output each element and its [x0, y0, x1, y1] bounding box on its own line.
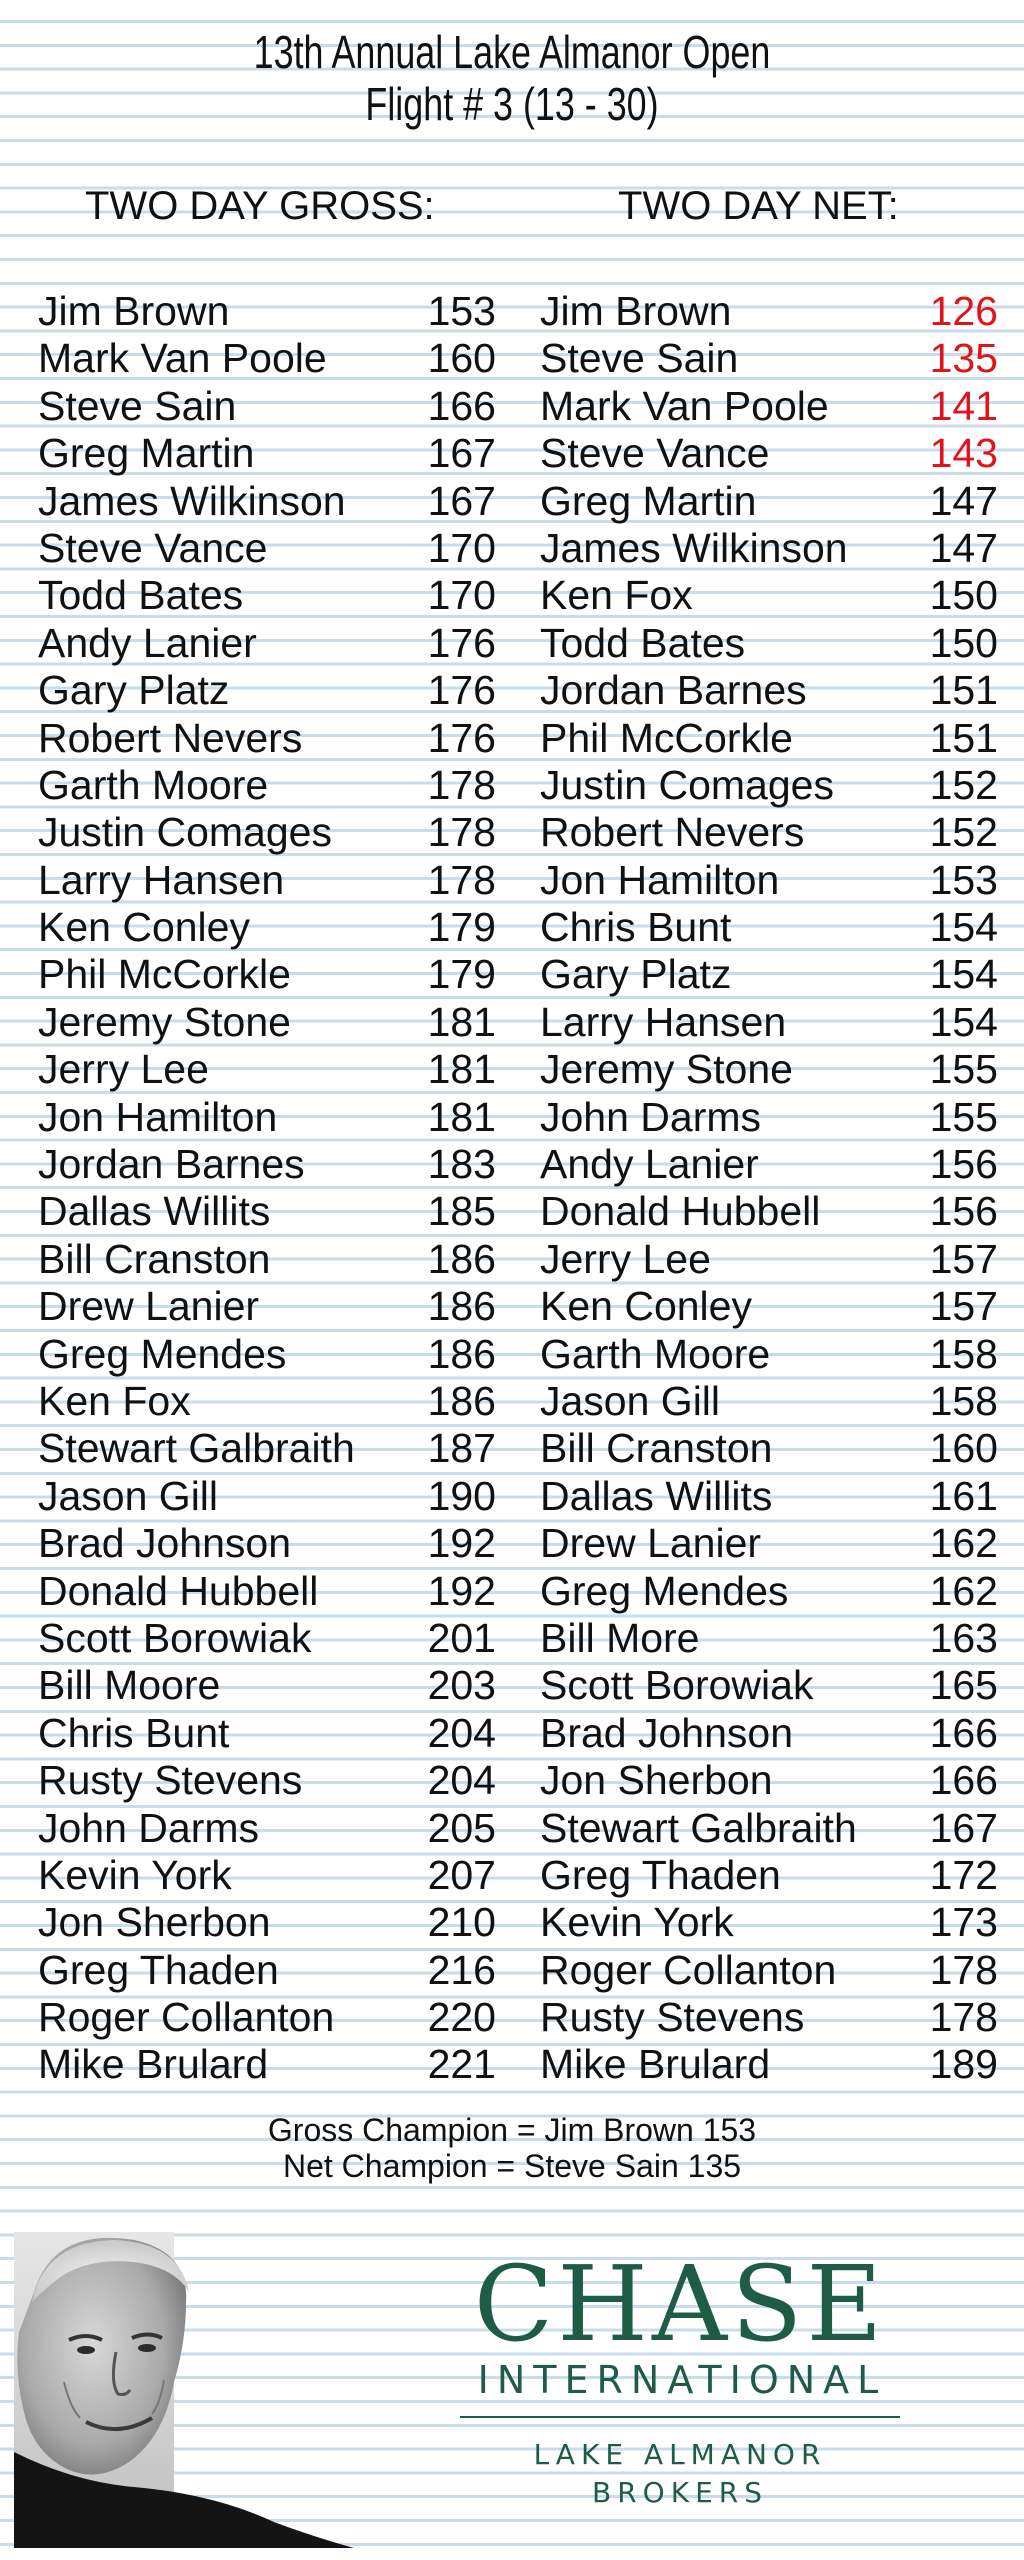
table-row	[0, 1141, 1024, 1188]
table-row	[0, 1378, 1024, 1425]
gross-score: 201	[427, 1614, 496, 1661]
gross-score: 221	[427, 2041, 496, 2088]
gross-player-name: Kevin York	[38, 1851, 232, 1898]
gross-score: 167	[427, 430, 496, 477]
gross-player-name: Todd Bates	[38, 572, 244, 619]
gross-score: 153	[427, 288, 496, 334]
gross-score: 170	[427, 572, 496, 619]
net-player-name: Chris Bunt	[540, 904, 732, 951]
net-player-name: Jason Gill	[540, 1377, 721, 1424]
net-score: 126	[929, 288, 998, 334]
table-row	[0, 335, 1024, 382]
net-champion-line: Net Champion = Steve Sain 135	[282, 2148, 742, 2184]
net-player-name: John Darms	[540, 1093, 762, 1140]
net-score: 150	[929, 572, 998, 619]
gross-player-name: Justin Comages	[38, 809, 332, 856]
gross-player-name: Brad Johnson	[38, 1520, 292, 1567]
gross-score: 176	[427, 667, 496, 714]
net-player-name: Jeremy Stone	[540, 1046, 793, 1093]
table-row	[0, 1994, 1024, 2041]
table-row	[0, 1473, 1024, 1520]
net-score: 150	[929, 619, 998, 666]
net-score: 151	[929, 667, 998, 714]
table-row	[0, 1425, 1024, 1472]
gross-player-name: James Wilkinson	[38, 477, 346, 524]
net-score: 165	[929, 1662, 998, 1709]
champions-block	[0, 2112, 1024, 2184]
net-score: 156	[929, 1141, 998, 1188]
net-score: 154	[929, 951, 998, 998]
net-player-name: Mark Van Poole	[540, 382, 829, 429]
net-score: 173	[929, 1899, 998, 1946]
gross-player-name: Jason Gill	[38, 1472, 219, 1519]
table-row	[0, 1568, 1024, 1615]
table-row	[0, 1094, 1024, 1141]
table-row	[0, 999, 1024, 1046]
net-score: 147	[929, 477, 998, 524]
gross-score: 210	[427, 1899, 496, 1946]
gross-player-name: Jim Brown	[38, 288, 230, 334]
net-player-name: James Wilkinson	[540, 524, 848, 571]
gross-score: 160	[427, 335, 496, 382]
gross-score: 203	[427, 1662, 496, 1709]
table-row	[0, 762, 1024, 809]
table-row	[0, 2041, 1024, 2088]
net-player-name: Jerry Lee	[540, 1235, 711, 1282]
gross-player-name: Phil McCorkle	[38, 951, 291, 998]
net-column-heading: TWO DAY NET:	[618, 184, 899, 228]
net-player-name: Greg Thaden	[540, 1851, 781, 1898]
net-score: 161	[929, 1472, 998, 1519]
net-score: 167	[929, 1804, 998, 1851]
gross-score: 181	[427, 1046, 496, 1093]
net-player-name: Mike Brulard	[540, 2041, 771, 2088]
table-row	[0, 809, 1024, 856]
net-player-name: Larry Hansen	[540, 998, 787, 1045]
gross-player-name: Jeremy Stone	[38, 998, 291, 1045]
net-score: 189	[929, 2041, 998, 2088]
gross-player-name: Mike Brulard	[38, 2041, 269, 2088]
logo-divider	[460, 2416, 900, 2418]
table-row	[0, 1757, 1024, 1804]
gross-player-name: Steve Vance	[38, 524, 268, 571]
net-score: 172	[929, 1851, 998, 1898]
net-player-name: Ken Conley	[540, 1283, 752, 1330]
net-score: 153	[929, 856, 998, 903]
gross-score: 166	[427, 382, 496, 429]
net-score: 162	[929, 1567, 998, 1614]
gross-player-name: Jerry Lee	[38, 1046, 209, 1093]
gross-player-name: Andy Lanier	[38, 619, 257, 666]
gross-score: 190	[427, 1472, 496, 1519]
net-player-name: Donald Hubbell	[540, 1188, 821, 1235]
net-player-name: Bill More	[540, 1614, 700, 1661]
gross-score: 176	[427, 714, 496, 761]
gross-player-name: Larry Hansen	[38, 856, 285, 903]
gross-player-name: Garth Moore	[38, 761, 269, 808]
gross-score: 204	[427, 1709, 496, 1756]
gross-column-heading: TWO DAY GROSS:	[85, 184, 435, 228]
table-row	[0, 1615, 1024, 1662]
gross-player-name: Scott Borowiak	[38, 1614, 312, 1661]
net-score: 152	[929, 809, 998, 856]
gross-score: 178	[427, 809, 496, 856]
table-row	[0, 430, 1024, 477]
gross-score: 192	[427, 1520, 496, 1567]
net-player-name: Robert Nevers	[540, 809, 805, 856]
net-score: 162	[929, 1520, 998, 1567]
net-score: 135	[929, 335, 998, 382]
table-row	[0, 1947, 1024, 1994]
net-score: 160	[929, 1425, 998, 1472]
gross-player-name: Greg Mendes	[38, 1330, 287, 1377]
gross-player-name: Greg Martin	[38, 430, 255, 477]
gross-score: 186	[427, 1235, 496, 1282]
net-score: 154	[929, 904, 998, 951]
gross-score: 170	[427, 524, 496, 571]
gross-player-name: Chris Bunt	[38, 1709, 230, 1756]
table-row	[0, 1520, 1024, 1567]
gross-score: 181	[427, 998, 496, 1045]
logo-lake-almanor: LAKE ALMANOR	[533, 2438, 827, 2471]
logo-international: INTERNATIONAL	[477, 2358, 887, 2402]
gross-score: 186	[427, 1283, 496, 1330]
net-score: 141	[929, 382, 998, 429]
gross-player-name: Ken Conley	[38, 904, 250, 951]
table-row	[0, 525, 1024, 572]
table-row	[0, 620, 1024, 667]
gross-player-name: Jordan Barnes	[38, 1141, 305, 1188]
gross-score: 186	[427, 1330, 496, 1377]
table-row	[0, 1805, 1024, 1852]
table-row	[0, 667, 1024, 714]
table-row	[0, 1852, 1024, 1899]
gross-score: 176	[427, 619, 496, 666]
flyer-title	[0, 26, 1024, 130]
net-player-name: Ken Fox	[540, 572, 693, 619]
net-player-name: Greg Mendes	[540, 1567, 789, 1614]
net-score: 157	[929, 1235, 998, 1282]
agent-portrait-photo	[14, 2232, 354, 2548]
gross-player-name: Mark Van Poole	[38, 335, 327, 382]
gross-player-name: Dallas Willits	[38, 1188, 271, 1235]
gross-player-name: Greg Thaden	[38, 1946, 279, 1993]
net-score: 151	[929, 714, 998, 761]
table-row	[0, 904, 1024, 951]
gross-player-name: Stewart Galbraith	[38, 1425, 355, 1472]
gross-player-name: Jon Hamilton	[38, 1093, 278, 1140]
net-score: 163	[929, 1614, 998, 1661]
table-row	[0, 288, 1024, 335]
gross-score: 183	[427, 1141, 496, 1188]
net-score: 178	[929, 1994, 998, 2041]
gross-score: 220	[427, 1994, 496, 2041]
net-player-name: Andy Lanier	[540, 1141, 759, 1188]
gross-player-name: Donald Hubbell	[38, 1567, 319, 1614]
logo-wordmark: CHASE	[473, 2243, 887, 2365]
tournament-title: 13th Annual Lake Almanor Open	[253, 26, 771, 78]
net-player-name: Jon Hamilton	[540, 856, 780, 903]
net-player-name: Bill Cranston	[540, 1425, 773, 1472]
gross-score: 205	[427, 1804, 496, 1851]
net-player-name: Drew Lanier	[540, 1520, 762, 1567]
gross-score: 178	[427, 761, 496, 808]
gross-player-name: Roger Collanton	[38, 1994, 335, 2041]
table-row	[0, 478, 1024, 525]
logo-brokers: BROKERS	[592, 2476, 768, 2509]
gross-player-name: Robert Nevers	[38, 714, 303, 761]
chase-international-logo	[440, 2243, 920, 2512]
gross-player-name: Gary Platz	[38, 667, 230, 714]
gross-player-name: Rusty Stevens	[38, 1757, 303, 1804]
table-row	[0, 1188, 1024, 1235]
gross-score: 181	[427, 1093, 496, 1140]
net-score: 157	[929, 1283, 998, 1330]
gross-player-name: Drew Lanier	[38, 1283, 260, 1330]
table-row	[0, 715, 1024, 762]
net-player-name: Garth Moore	[540, 1330, 771, 1377]
table-row	[0, 1046, 1024, 1093]
net-player-name: Rusty Stevens	[540, 1994, 805, 2041]
net-score: 156	[929, 1188, 998, 1235]
net-player-name: Dallas Willits	[540, 1472, 773, 1519]
table-row	[0, 1331, 1024, 1378]
gross-player-name: John Darms	[38, 1804, 260, 1851]
net-score: 178	[929, 1946, 998, 1993]
net-player-name: Jon Sherbon	[540, 1757, 773, 1804]
net-score: 147	[929, 524, 998, 571]
gross-score: 216	[427, 1946, 496, 1993]
net-player-name: Steve Vance	[540, 430, 770, 477]
gross-score: 186	[427, 1377, 496, 1424]
gross-score: 179	[427, 904, 496, 951]
net-player-name: Justin Comages	[540, 761, 834, 808]
gross-score: 185	[427, 1188, 496, 1235]
table-row	[0, 1899, 1024, 1946]
portrait-image	[14, 2232, 354, 2548]
gross-champion-line: Gross Champion = Jim Brown 153	[267, 2112, 757, 2148]
results-table	[0, 288, 1024, 2089]
net-player-name: Jordan Barnes	[540, 667, 807, 714]
net-score: 166	[929, 1757, 998, 1804]
net-score: 155	[929, 1093, 998, 1140]
table-row	[0, 1283, 1024, 1330]
gross-player-name: Steve Sain	[38, 382, 237, 429]
table-row	[0, 1236, 1024, 1283]
net-player-name: Greg Martin	[540, 477, 757, 524]
gross-player-name: Bill Moore	[38, 1662, 221, 1709]
gross-score: 187	[427, 1425, 496, 1472]
net-score: 155	[929, 1046, 998, 1093]
net-player-name: Jim Brown	[540, 288, 732, 334]
table-row	[0, 857, 1024, 904]
table-row	[0, 1662, 1024, 1709]
net-player-name: Kevin York	[540, 1899, 734, 1946]
gross-score: 167	[427, 477, 496, 524]
net-score: 152	[929, 761, 998, 808]
net-score: 158	[929, 1330, 998, 1377]
net-player-name: Scott Borowiak	[540, 1662, 814, 1709]
net-player-name: Todd Bates	[540, 619, 746, 666]
gross-player-name: Jon Sherbon	[38, 1899, 271, 1946]
gross-score: 178	[427, 856, 496, 903]
net-score: 143	[929, 430, 998, 477]
table-row	[0, 383, 1024, 430]
net-score: 158	[929, 1377, 998, 1424]
table-row	[0, 572, 1024, 619]
net-player-name: Roger Collanton	[540, 1946, 837, 1993]
gross-player-name: Ken Fox	[38, 1377, 191, 1424]
net-player-name: Brad Johnson	[540, 1709, 794, 1756]
gross-score: 207	[427, 1851, 496, 1898]
net-player-name: Steve Sain	[540, 335, 739, 382]
gross-score: 192	[427, 1567, 496, 1614]
table-row	[0, 1710, 1024, 1757]
flight-subtitle: Flight # 3 (13 - 30)	[365, 78, 659, 130]
gross-score: 179	[427, 951, 496, 998]
net-score: 154	[929, 998, 998, 1045]
net-player-name: Gary Platz	[540, 951, 732, 998]
gross-player-name: Bill Cranston	[38, 1235, 271, 1282]
net-score: 166	[929, 1709, 998, 1756]
net-player-name: Stewart Galbraith	[540, 1804, 857, 1851]
gross-score: 204	[427, 1757, 496, 1804]
table-row	[0, 951, 1024, 998]
net-player-name: Phil McCorkle	[540, 714, 793, 761]
